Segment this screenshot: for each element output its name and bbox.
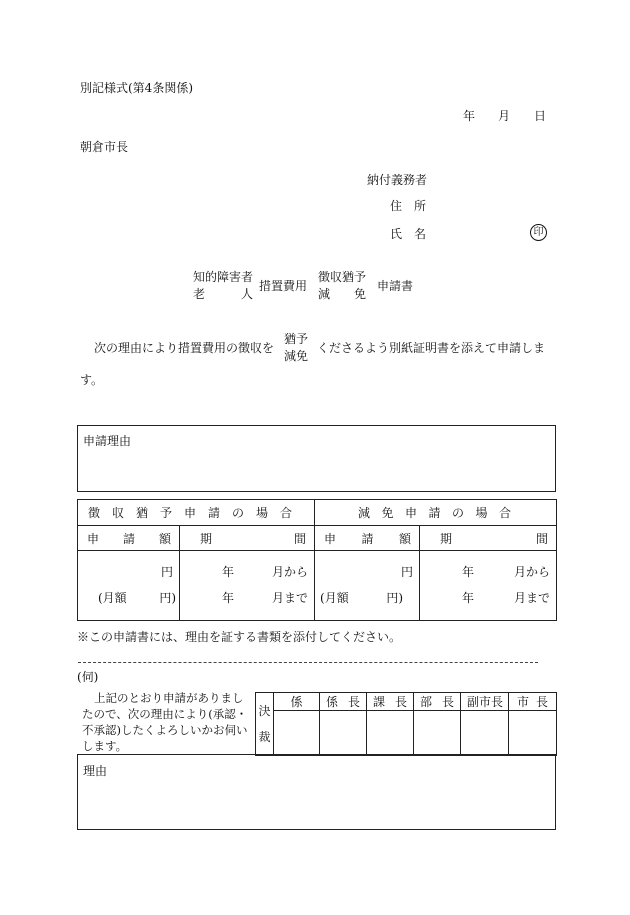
exemption-amount-cell[interactable]: 円 (月額 円) [315,551,420,621]
exemption-header [315,500,557,526]
body-wrap: す。 [80,373,104,387]
deferral-period-header: 期 間 [180,526,315,551]
application-reason-label: 申請理由 [83,434,132,448]
cut-line [78,662,538,663]
exemption-period-header: 期 間 [420,526,557,551]
reason-label: 理由 [83,764,108,778]
title-type-top: 徴収猶予 [318,270,367,284]
reason-box[interactable] [77,754,556,830]
name-label: 氏 名 [390,227,427,241]
approval-col-3: 部 長 [414,693,461,711]
title-type-bottom-b: 免 [354,287,367,301]
title-target-top: 知的障害者 [193,270,254,284]
date-year: 年 [463,109,476,123]
form-label: 別記様式(第4条関係) [80,81,193,95]
approval-stamp-5[interactable] [509,711,557,756]
applicant-role: 納付義務者 [367,173,428,187]
approval-col-1: 係 長 [320,693,367,711]
addressee: 朝倉市長 [80,140,129,154]
title-target-bottom-a: 老 [193,287,206,301]
approval-col-5: 市 長 [509,693,557,711]
date-day: 日 [534,109,547,123]
deferral-header [78,500,315,526]
approval-label: 決 裁 [256,693,274,756]
body-before: 次の理由により措置費用の徴収を [94,341,275,355]
title-type-bottom-a: 減 [318,287,331,301]
deferral-amount-header: 申 請 額 [78,526,180,551]
inquiry-text: 上記のとおり申請がありましたので、次の理由により(承認・不承認)したくよろしいかお伺いします。 [82,691,248,753]
deferral-period-cell[interactable]: 年 月から 年 月まで [180,551,315,621]
approval-stamp-1[interactable] [320,711,367,756]
title-middle: 措置費用 [259,279,308,293]
seal-mark: 印 [530,224,547,241]
address-label: 住 所 [390,199,427,213]
deferral-header-text: 徴 収 猶 予 申 請 の 場 合 [88,506,293,520]
application-table [77,499,557,621]
exemption-amount-header: 申 請 額 [315,526,420,551]
application-reason-box[interactable] [77,425,556,492]
body-choice-bottom: 減免 [284,349,309,363]
approval-stamp-0[interactable] [274,711,320,756]
approval-col-0: 係 [274,693,320,711]
deferral-amount-cell[interactable]: 円 (月額 円) [78,551,180,621]
date-month: 月 [498,109,511,123]
exemption-period-cell[interactable]: 年 月から 年 月まで [420,551,557,621]
approval-stamp-3[interactable] [414,711,461,756]
body-after: くださるよう別紙証明書を添えて申請しま [317,341,546,355]
title-target-bottom-b: 人 [241,287,254,301]
attachment-note: ※この申請書には、理由を証する書類を添付してください。 [77,630,402,644]
title-end: 申請書 [377,279,414,293]
approval-col-4: 副 市 長 [461,693,509,711]
exemption-header-text: 減 免 申 請 の 場 合 [358,506,512,520]
approval-col-2: 課 長 [367,693,414,711]
approval-stamp-4[interactable] [461,711,509,756]
approval-table [255,692,557,756]
inquiry-label: (伺) [77,670,99,684]
body-choice-top: 猶予 [284,332,309,346]
approval-stamp-2[interactable] [367,711,414,756]
